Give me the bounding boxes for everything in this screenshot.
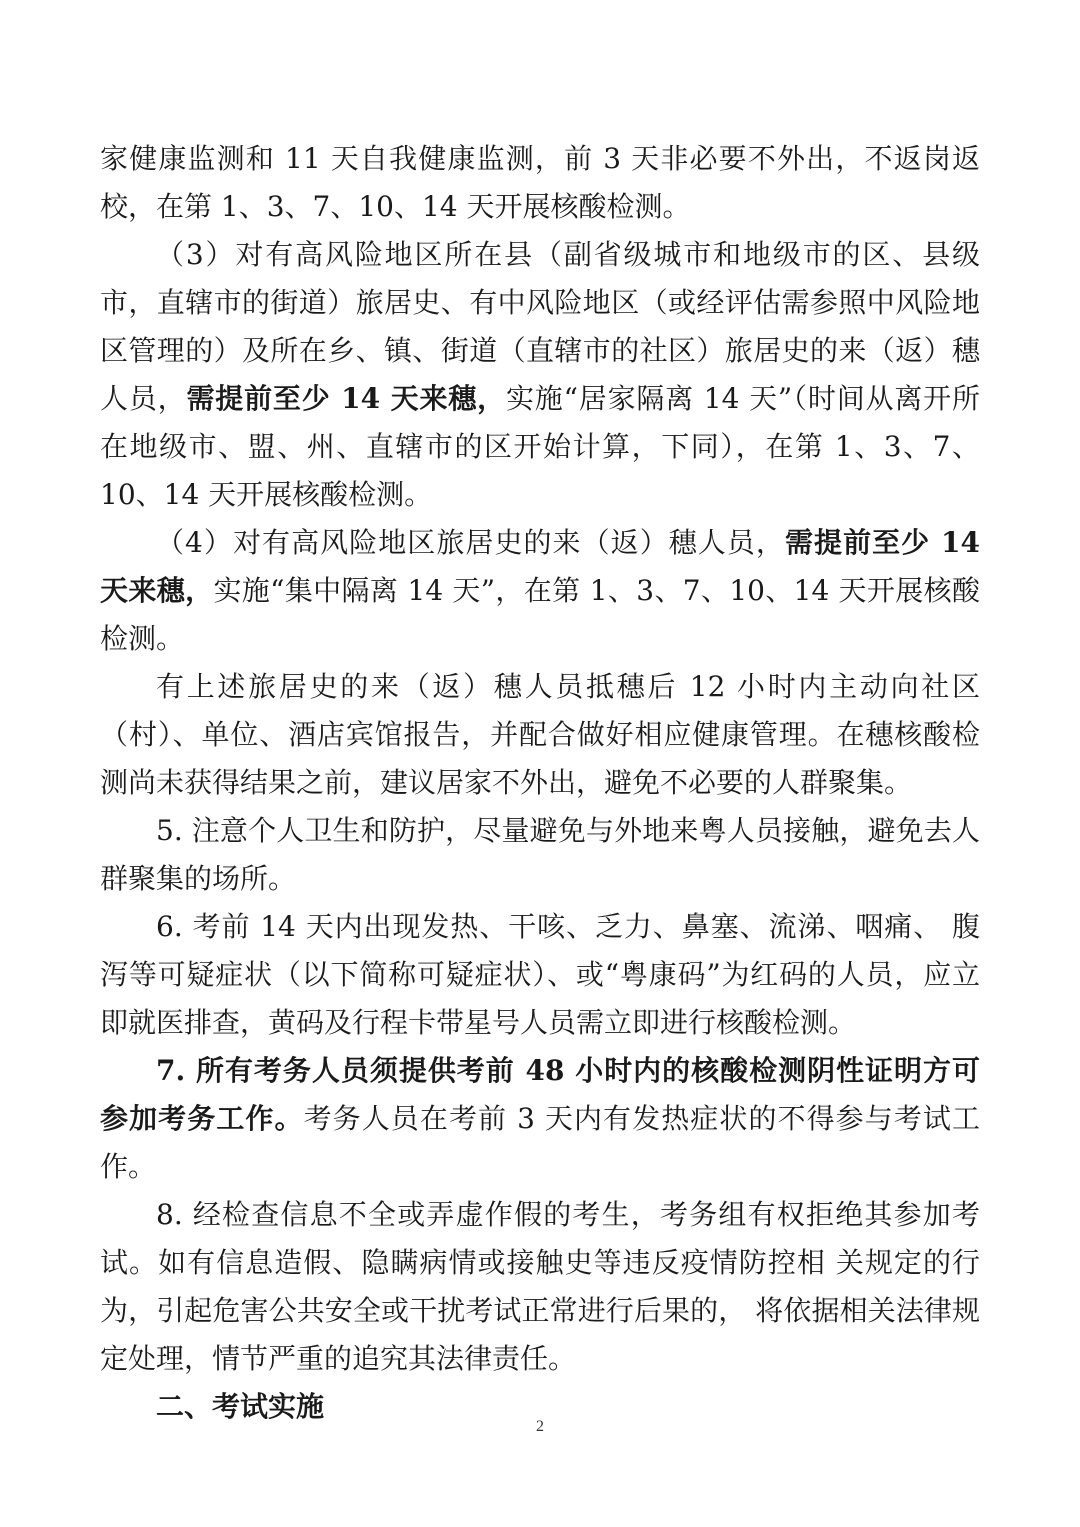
text-run: （3）对有高风险地区所在县（副省级城市和地级市的区、县级市，直辖市的街道）旅居史、有中风险地区（或经评估需参照中风险地区管理的）及所在乡、镇、街道（直辖市的社区）旅居史的来（返）穗人员， [100, 238, 980, 415]
text-run: 8. 经检查信息不全或弄虚作假的考生，考务组有权拒绝其参加考试。如有信息造假、隐瞒病情或接触史等违反疫情防控相 关规定的行为，引起危害公共安全或干扰考试正常进行后果的， 将依据相关法律规定处理，情节严重的追究其法律责任。 [100, 1198, 980, 1375]
section-heading: 二、考试实施 [156, 1390, 325, 1423]
text-run: 5. 注意个人卫生和防护，尽量避免与外地来粤人员接触，避免去人群聚集的场所。 [100, 814, 980, 895]
paragraph-item-3 [100, 231, 980, 519]
page-number: 2 [536, 1418, 544, 1435]
text-run: 有上述旅居史的来（返）穗人员抵穗后 12 小时内主动向社区（村）、单位、酒店宾馆报告，并配合做好相应健康管理。在穗核酸检测尚未获得结果之前，建议居家不外出，避免不必要的人群聚集。 [100, 670, 980, 799]
text-run: （4）对有高风险地区旅居史的来（返）穗人员， [156, 526, 785, 559]
text-run: 6. 考前 14 天内出现发热、干咳、乏力、鼻塞、流涕、咽痛、 腹泻等可疑症状（以下简称可疑症状）、或“粤康码”为红码的人员，应立即就医排查，黄码及行程卡带星号人员需立即进行核酸检测。 [100, 910, 980, 1039]
paragraph-continuation [100, 135, 980, 231]
text-run-bold: 需提前至少 14 天来穗， [100, 526, 980, 607]
text-run: 实施“集中隔离 14 天”，在第 1、3、7、10、14 天开展核酸检测。 [100, 574, 980, 655]
paragraph-item-5 [100, 807, 980, 903]
document-body [100, 135, 980, 1431]
paragraph-reporting [100, 663, 980, 807]
paragraph-item-4 [100, 519, 980, 663]
text-run: 家健康监测和 11 天自我健康监测，前 3 天非必要不外出，不返岗返校，在第 1、3、7、10、14 天开展核酸检测。 [100, 142, 980, 223]
text-run-bold: 需提前至少 14 天来穗， [186, 382, 506, 415]
paragraph-item-8 [100, 1191, 980, 1383]
paragraph-item-6 [100, 903, 980, 1047]
paragraph-item-7 [100, 1047, 980, 1191]
text-run-bold: 7. 所有考务人员须提供考前 48 小时内的核酸检测阴性证明方可参加考务工作。 [100, 1054, 980, 1135]
text-run: 考务人员在考前 3 天内有发热症状的不得参与考试工作。 [100, 1102, 980, 1183]
text-run: 实施“居家隔离 14 天”（时间从离开所在地级市、盟、州、直辖市的区开始计算，下同），在第 1、3、7、10、14 天开展核酸检测。 [100, 382, 980, 511]
